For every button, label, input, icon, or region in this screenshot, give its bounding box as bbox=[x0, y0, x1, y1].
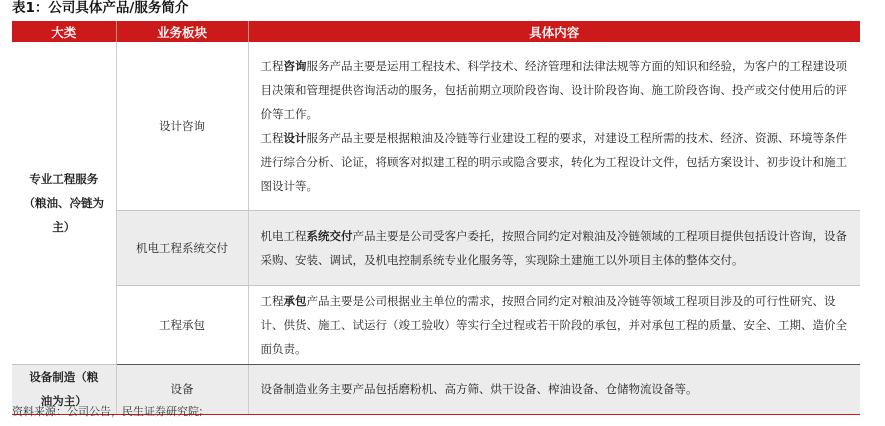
table-title: 表1：公司具体产品/服务简介 bbox=[12, 0, 189, 16]
source-note: 资料来源：公司公告，民生证券研究院; bbox=[12, 405, 203, 418]
content-mep: 机电工程系统交付产品主要是公司受客户委托，按照合同约定对粮油及冷链领域的工程项目提供包括设计咨询，设备采购、安装、调试，及机电控制系统专业化服务等，实现除土建施工以外项目主体的整体交付。 bbox=[248, 210, 860, 285]
segment-device: 设备 bbox=[116, 364, 248, 414]
segment-mep: 机电工程系统交付 bbox=[116, 210, 248, 285]
header-content: 具体内容 bbox=[248, 21, 860, 42]
table-row bbox=[12, 285, 860, 364]
content-design bbox=[248, 42, 860, 210]
content-consult-paragraph: 工程咨询服务产品主要是运用工程技术、科学技术、经济管理和法律法规等方面的知识和经验，为客户的工程建设项目决策和管理提供咨询活动的服务，包括前期立项阶段咨询、设计阶段咨询、施工阶段咨询、投产或交付使用后的评价等工作。 bbox=[260, 58, 847, 121]
header-category: 大类 bbox=[12, 21, 116, 42]
category-equipment: 设备制造（粮油为主） bbox=[12, 364, 116, 414]
header-row bbox=[12, 21, 860, 42]
table-row bbox=[12, 42, 860, 210]
product-service-table bbox=[12, 21, 860, 415]
segment-contract: 工程承包 bbox=[116, 285, 248, 364]
category-professional: 专业工程服务（粮油、冷链为主） bbox=[12, 42, 116, 364]
table-row bbox=[12, 210, 860, 285]
content-contract: 工程承包产品主要是公司根据业主单位的需求，按照合同约定对粮油及冷链等领域工程项目涉及的可行性研究、设计、供货、施工、试运行（竣工验收）等实行全过程或若干阶段的承包，并对承包工程的质量、安全、工期、造价全面负责。 bbox=[248, 285, 860, 364]
header-segment: 业务板块 bbox=[116, 21, 248, 42]
segment-design: 设计咨询 bbox=[116, 42, 248, 210]
content-design-paragraph: 工程设计服务产品主要是根据粮油及冷链等行业建设工程的要求，对建设工程所需的技术、经济、资源、环境等条件进行综合分析、论证，将顾客对拟建工程的明示或隐含要求，转化为工程设计文件，包括方案设计、初步设计和施工图设计等。 bbox=[260, 130, 847, 193]
content-device: 设备制造业务主要产品包括磨粉机、高方筛、烘干设备、榨油设备、仓储物流设备等。 bbox=[248, 364, 860, 414]
